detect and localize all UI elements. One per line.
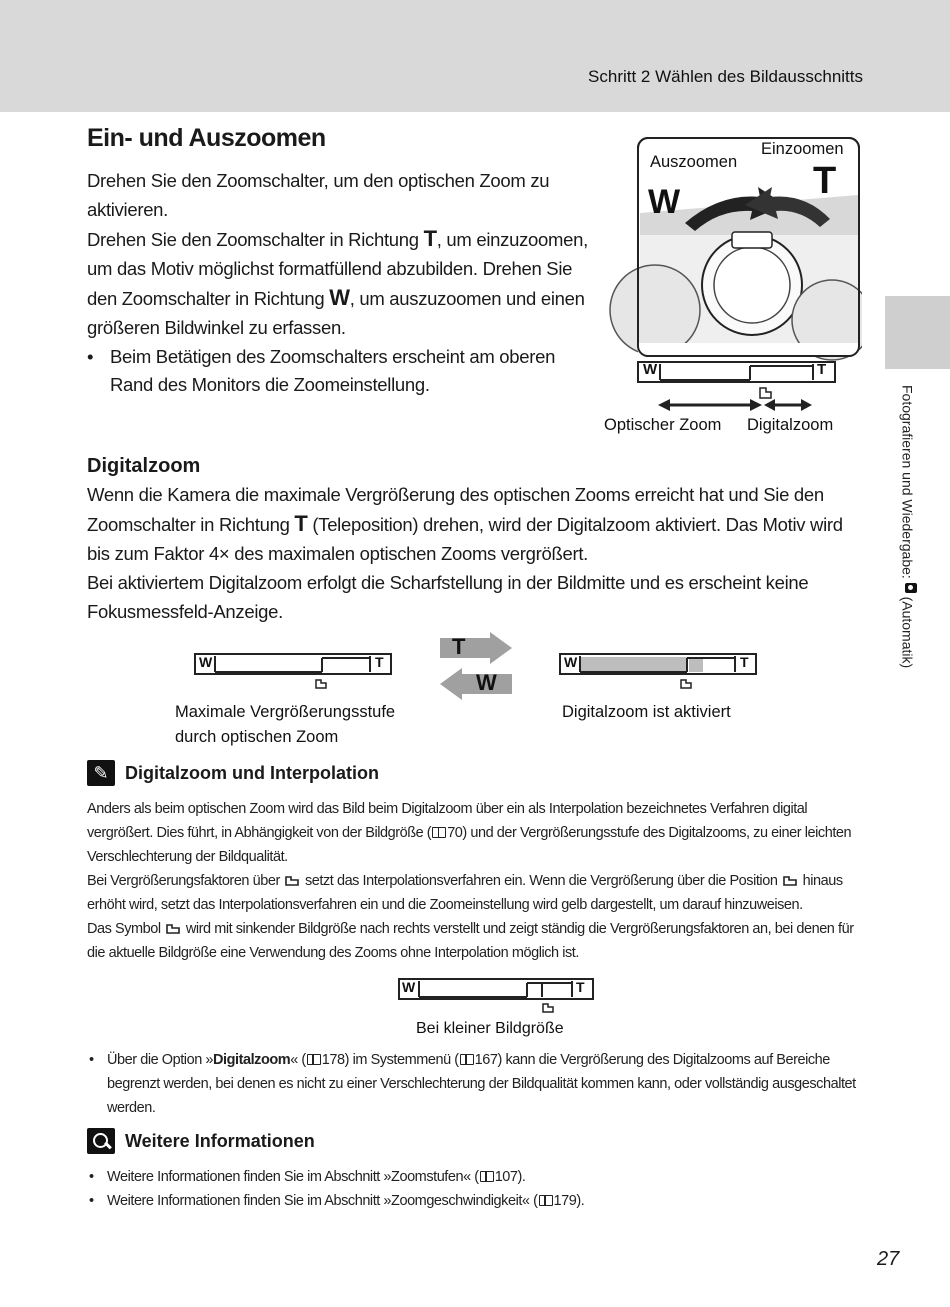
section-title-digital-zoom: Digitalzoom — [87, 455, 201, 477]
section2-paragraph-1: Wenn die Kamera die maximale Vergrößerung des optischen Zooms erreicht hat und Sie den Zoomschalter in Richtung T (Teleposition) drehen, wird der Digitalzoom aktiviert. Das Motiv wird bis zum Faktor 4× des maximalen optischen Zooms vergrößert. — [87, 484, 843, 564]
side-label-text-a: Fotografieren und Wiedergabe: — [899, 385, 916, 583]
interpolation-position-icon — [283, 875, 301, 887]
arrow-t-glyph: T — [452, 634, 466, 659]
bar-t-glyph: T — [576, 979, 585, 995]
page-ref-icon — [480, 1171, 494, 1182]
list-item: • Beim Betätigen des Zoomschalters erscheint am oberen Rand des Monitors die Zoomeinstellung. — [87, 343, 587, 399]
side-label-text-b: (Automatik) — [899, 592, 916, 669]
note-paragraph-1: Anders als beim optischen Zoom wird das Bild beim Digitalzoom über ein als Interpolation bezeichnetes Verfahren digital vergrößert. Dies führt, in Abhängigkeit von der Bildgröße ( 70) und der Vergrößerungsstufe des Digitalzooms, zu einer leichten Verschlechterung der Bildqualität. — [87, 801, 852, 865]
magnifier-info-icon — [87, 1128, 115, 1154]
right-bar-t-glyph: T — [740, 654, 749, 670]
optical-zoom-label: Optischer Zoom — [604, 416, 722, 434]
info-heading — [87, 1128, 315, 1154]
tele-glyph: T — [423, 226, 437, 251]
list-item: • Weitere Informationen finden Sie im Abschnitt »Zoomgeschwindigkeit« ( 179). — [87, 1189, 867, 1213]
page-header — [0, 0, 950, 112]
wide-lever-glyph: W — [648, 183, 681, 221]
caption-digital-active: Digitalzoom ist aktiviert — [562, 703, 731, 721]
note-heading — [87, 760, 379, 786]
bar-t-glyph: T — [817, 361, 827, 378]
side-tab-marker — [885, 296, 950, 369]
page-ref[interactable]: 178 — [321, 1052, 345, 1068]
chapter-title: Schritt 2 Wählen des Bildausschnitts — [588, 67, 863, 86]
page-ref[interactable]: 179 — [553, 1193, 577, 1209]
bar-w-glyph: W — [402, 979, 416, 995]
section-title-zoom: Ein- und Auszoomen — [87, 124, 326, 152]
list-item: • Weitere Informationen finden Sie im Abschnitt »Zoomstufen« ( 107). — [87, 1165, 867, 1189]
small-size-zoom-bar — [397, 975, 597, 1015]
zoom-out-label: Auszoomen — [650, 153, 738, 171]
small-image-size-bar — [397, 975, 597, 1015]
page-ref-icon — [460, 1054, 474, 1065]
arrow-w-glyph: W — [476, 670, 497, 695]
list-item: • Über die Option »Digitalzoom« ( 178) im Systemmenü ( 167) kann die Vergrößerung des Digitalzooms auf Bereiche begrenzt werden, bei denen es nicht zu einer Verschlechterung der Bildqualität kommen kann, oder vollständig ausgeschaltet werden. — [87, 1048, 867, 1120]
interpolation-position-icon — [164, 923, 182, 935]
page-ref[interactable]: 167 — [474, 1052, 498, 1068]
caption-small-size: Bei kleiner Bildgröße — [416, 1020, 564, 1037]
bar-w-glyph: W — [643, 361, 658, 378]
side-section-label — [893, 385, 917, 705]
page-ref-icon — [539, 1195, 553, 1206]
zoom-control-illustration — [600, 135, 862, 445]
page-ref[interactable]: 107 — [494, 1169, 518, 1185]
wide-glyph: W — [329, 285, 350, 310]
section2-paragraph-2: Bei aktiviertem Digitalzoom erfolgt die Scharfstellung in der Bildmitte und es erscheint keine Fokusmessfeld-Anzeige. — [87, 572, 809, 622]
zoom-in-label: Einzoomen — [761, 140, 844, 158]
note-title: Digitalzoom und Interpolation — [125, 762, 379, 783]
section1-intro — [87, 166, 602, 342]
left-bar-w-glyph: W — [199, 654, 213, 670]
right-bar-w-glyph: W — [564, 654, 578, 670]
left-bar-t-glyph: T — [375, 654, 384, 670]
digital-zoom-label: Digitalzoom — [747, 416, 834, 434]
page-ref-icon — [307, 1054, 321, 1065]
tele-lever-glyph: T — [813, 160, 837, 202]
page-ref[interactable]: 70 — [447, 825, 463, 841]
pencil-note-icon: ✎ — [87, 760, 115, 786]
page-number: 27 — [877, 1248, 900, 1270]
info-title: Weitere Informationen — [125, 1130, 315, 1151]
section1-bullets — [87, 343, 587, 399]
note-paragraph-3: Das Symbol wird mit sinkender Bildgröße nach rechts verstellt und zeigt ständig die Vergrößerungsfaktoren an, bei denen für die aktuelle Bildgröße eine Verwendung des Zooms ohne Interpolation möglich ist. — [87, 921, 854, 961]
page-ref-icon — [432, 827, 446, 838]
caption-optical-max: Maximale Vergrößerungsstufe durch optischen Zoom — [175, 703, 396, 746]
camera-mode-icon — [905, 583, 917, 593]
info-bullets — [87, 1165, 867, 1213]
section1-paragraph-1: Drehen Sie den Zoomschalter, um den optischen Zoom zu aktivieren. — [87, 170, 550, 220]
menu-option-name: Digitalzoom — [213, 1052, 291, 1068]
interpolation-position-icon — [781, 875, 799, 887]
section1-paragraph-2: Drehen Sie den Zoomschalter in Richtung T, um einzuzoomen, um das Motiv möglichst formatfüllend abzubilden. Drehen Sie den Zoomschalter in Richtung W, um auszuzoomen und einen größeren Bildwinkel zu erfassen. — [87, 226, 588, 338]
tele-glyph: T — [294, 511, 308, 536]
zoom-comparison-figure — [190, 630, 770, 700]
note-paragraph-2: Bei Vergrößerungsfaktoren über setzt das Interpolationsverfahren ein. Wenn die Vergrößerung über die Position hinaus erhöht wird, setzt das Interpolationsverfahren ein und die Zoomeinstellung wird gelb dargestellt, um darauf hinzuweisen. — [87, 873, 843, 913]
section2-body — [87, 480, 867, 626]
note-bullets — [87, 1048, 867, 1120]
note-body — [87, 797, 867, 965]
